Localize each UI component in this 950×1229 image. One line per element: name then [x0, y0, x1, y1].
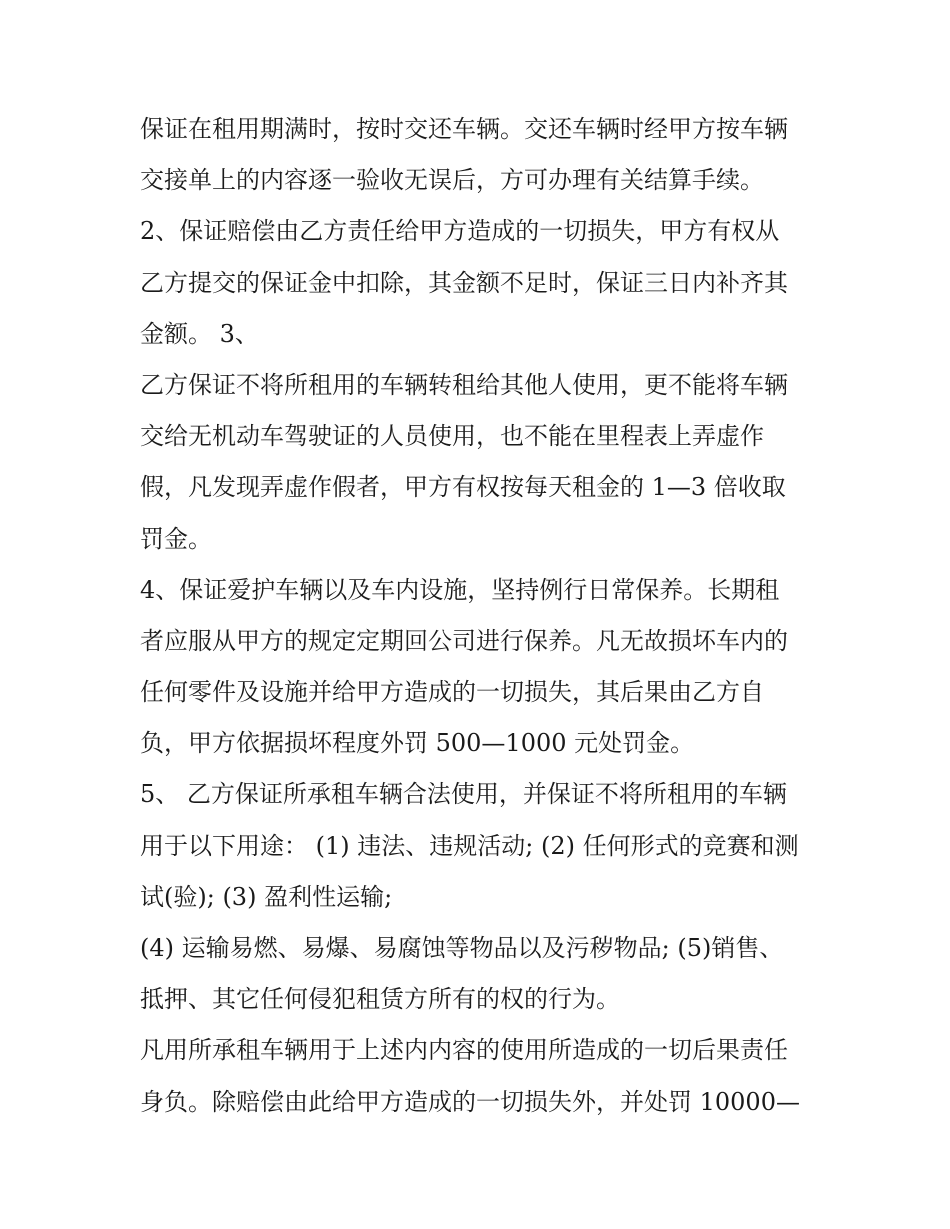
text-line: 2、保证赔偿由乙方责任给甲方造成的一切损失，甲方有权从: [140, 217, 780, 246]
text-line: 试(验); (3) 盈利性运输;: [140, 882, 393, 911]
text-line: 5、 乙方保证所承租车辆合法使用，并保证不将所租用的车辆: [140, 780, 787, 809]
text-line: 交接单上的内容逐一验收无误后，方可办理有关结算手续。: [140, 166, 764, 195]
text-line: 者应服从甲方的规定定期回公司进行保养。凡无故损坏车内的: [140, 626, 788, 655]
text-line: 乙方保证不将所租用的车辆转租给其他人使用，更不能将车辆: [140, 370, 788, 399]
text-line: 罚金。: [140, 524, 212, 553]
document-body: [140, 104, 830, 1128]
text-line: 任何零件及设施并给甲方造成的一切损失，其后果由乙方自: [140, 678, 764, 707]
text-line: 抵押、其它任何侵犯租赁方所有的权的行为。: [140, 985, 620, 1014]
text-line: 乙方提交的保证金中扣除，其金额不足时，保证三日内补齐其: [140, 268, 788, 297]
text-line: 4、保证爱护车辆以及车内设施，坚持例行日常保养。长期租: [140, 575, 780, 604]
text-line: 交给无机动车驾驶证的人员使用，也不能在里程表上弄虚作: [140, 422, 764, 451]
text-line: (4) 运输易燃、易爆、易腐蚀等物品以及污秽物品; (5)销售、: [140, 934, 784, 962]
text-line: 假，凡发现弄虚作假者，甲方有权按每天租金的 1—3 倍收取: [140, 473, 786, 502]
text-line: 身负。除赔偿由此给甲方造成的一切损失外，并处罚 10000—: [140, 1087, 800, 1116]
text-line: 用于以下用途： (1) 违法、违规活动; (2) 任何形式的竞赛和测: [140, 831, 799, 860]
text-line: 凡用所承租车辆用于上述内内容的使用所造成的一切后果责任: [140, 1036, 788, 1065]
text-line: 保证在租用期满时，按时交还车辆。交还车辆时经甲方按车辆: [140, 115, 788, 143]
text-line: 金额。 3、: [140, 319, 259, 348]
text-line: 负，甲方依据损坏程度外罚 500—1000 元处罚金。: [140, 729, 695, 758]
